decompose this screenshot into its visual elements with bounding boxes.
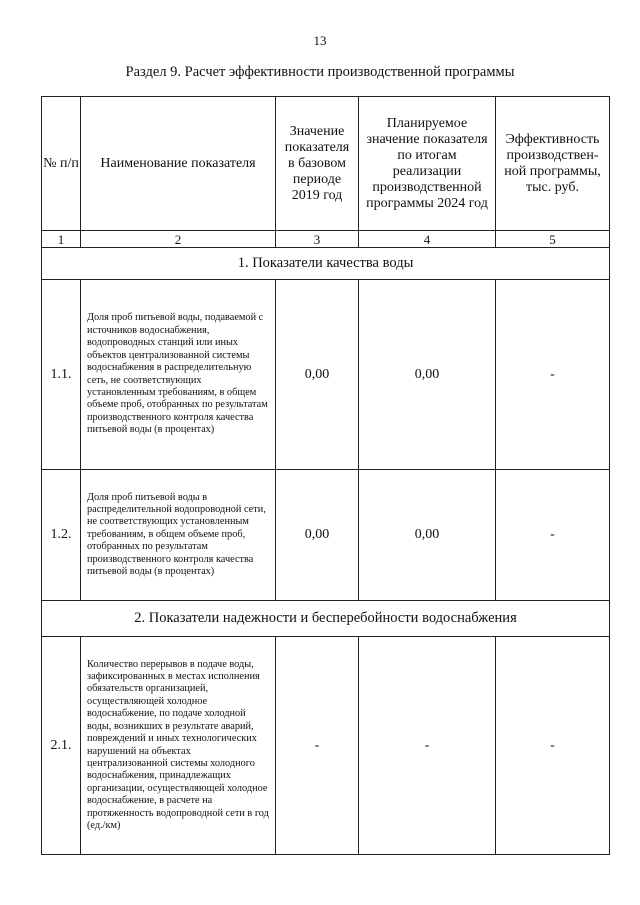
header-number: № п/п [42,97,81,231]
row-name: Доля проб питьевой воды, подаваемой с источников водоснабжения, водопроводных станций или иных объектов централизованной системы водоснабжения в распределительную сеть, не соответствующих установленным требованиям, в общем объеме проб, отобранных по результатам производственного контроля качества питьевой воды (в процентах) [81,280,276,470]
row-base-value: 0,00 [276,280,359,470]
row-name: Доля проб питьевой воды в распределительной водопроводной сети, не соответствующих установленным требованиям, в общем объеме проб, отобранных по результатам производственного контроля качества питьевой воды (в процентах) [81,470,276,601]
row-efficiency: - [496,280,610,470]
row-base-value: - [276,637,359,855]
group-title-water-quality: 1. Показатели качества воды [42,248,610,280]
column-number-5: 5 [496,231,610,248]
header-planned-value: Планируемое значение показателя по итогам реализации производственной программы 2024 год [359,97,496,231]
efficiency-table [41,96,610,855]
column-number-3: 3 [276,231,359,248]
row-number: 2.1. [42,637,81,855]
column-number-1: 1 [42,231,81,248]
row-number: 1.2. [42,470,81,601]
row-number: 1.1. [42,280,81,470]
row-efficiency: - [496,637,610,855]
column-number-2: 2 [81,231,276,248]
header-name: Наименование показателя [81,97,276,231]
row-base-value: 0,00 [276,470,359,601]
header-efficiency: Эффективность производствен-ной программы, тыс. руб. [496,97,610,231]
group-title-reliability: 2. Показатели надежности и бесперебойности водоснабжения [42,601,610,637]
row-planned-value: 0,00 [359,280,496,470]
row-planned-value: - [359,637,496,855]
page-number: 13 [313,33,327,48]
column-number-4: 4 [359,231,496,248]
row-planned-value: 0,00 [359,470,496,601]
section-title: Раздел 9. Расчет эффективности производственной программы [125,64,515,80]
header-base-value: Значение показателя в базовом периоде 2019 год [276,97,359,231]
row-name: Количество перерывов в подаче воды, зафиксированных в местах исполнения обязательств организацией, осуществляющей холодное водоснабжение, по подаче холодной воды, возникших в результате аварий, повреждений и иных технологических нарушений на объектах централизованной системы холодного водоснабжения, принадлежащих организации, осуществляющей холодное водоснабжение, в расчете на протяженность водопроводной сети в год (ед./км) [81,637,276,855]
row-efficiency: - [496,470,610,601]
